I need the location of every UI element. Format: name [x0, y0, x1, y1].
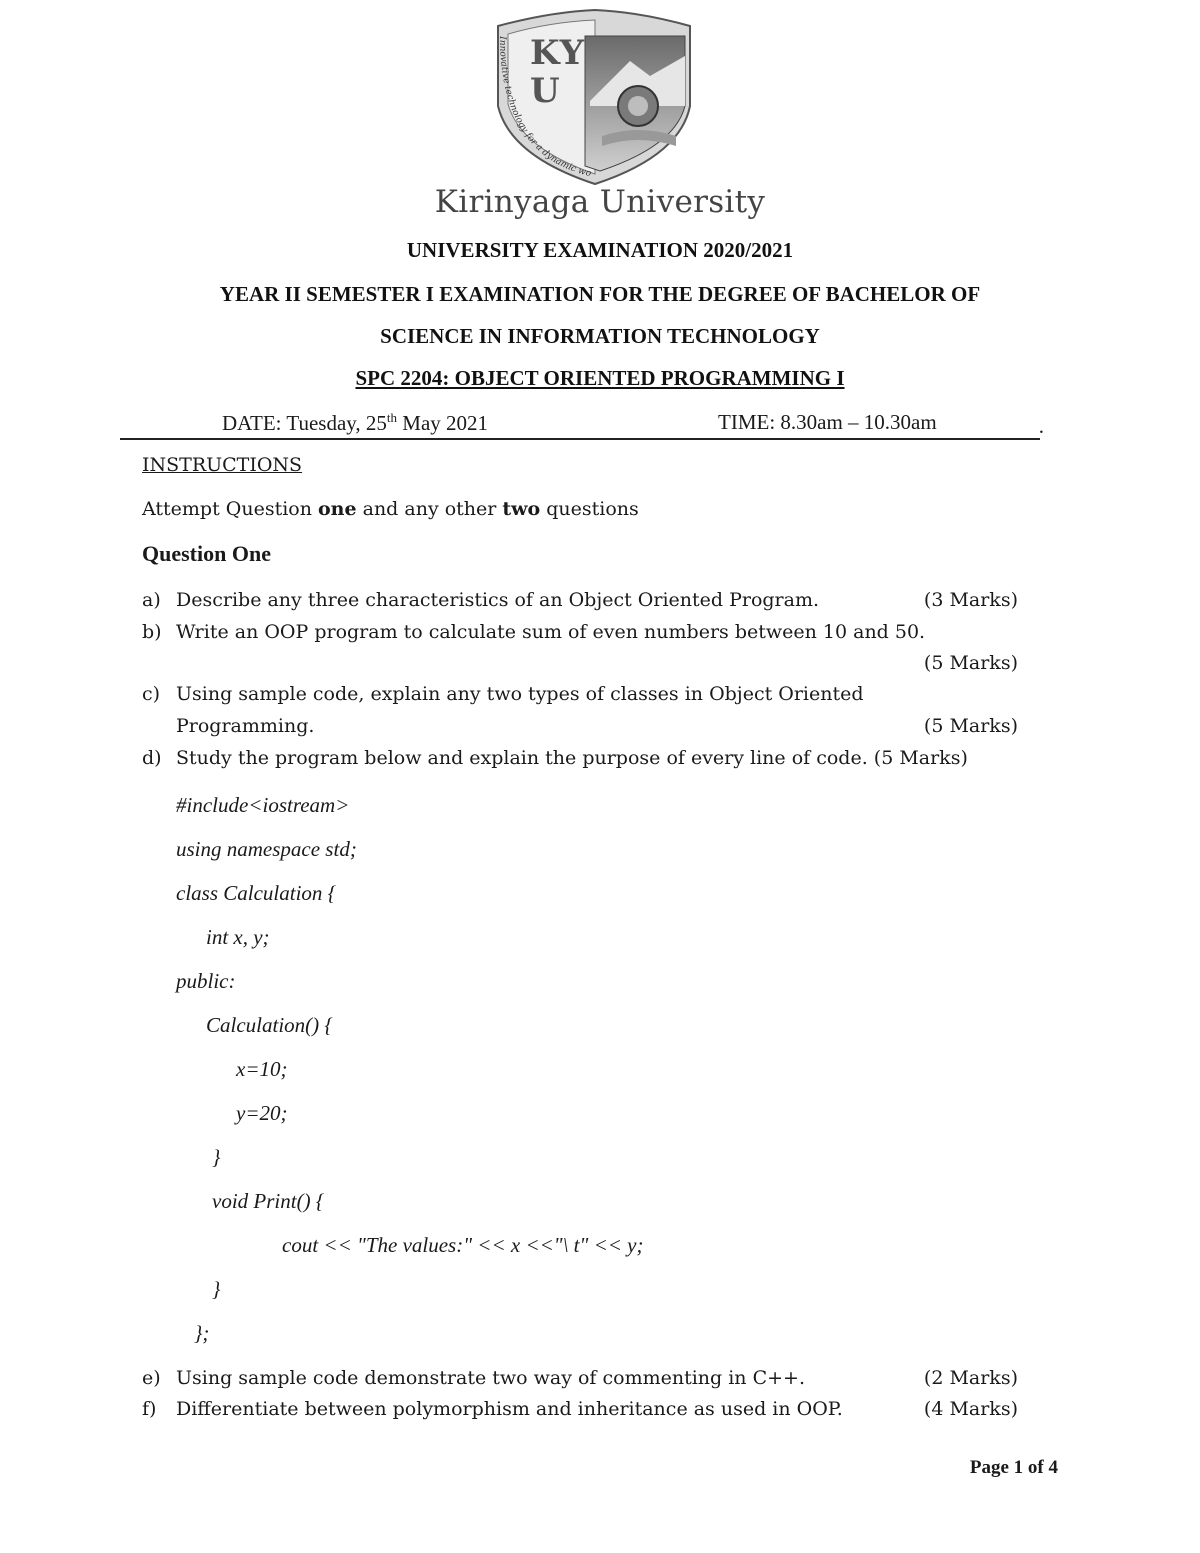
question-letter: b) [142, 621, 162, 643]
question-marks: (2 Marks) [923, 1367, 1018, 1389]
exam-title: UNIVERSITY EXAMINATION 2020/2021 [406, 238, 794, 262]
line-trail: . [1038, 414, 1044, 438]
code-line: using namespace std; [176, 837, 357, 861]
question-marks: (3 Marks) [923, 589, 1018, 611]
instructions-heading: INSTRUCTIONS [142, 454, 303, 476]
question-letter: d) [142, 747, 162, 769]
code-line: Calculation() { [206, 1013, 333, 1037]
code-line: y=20; [236, 1101, 288, 1125]
degree-line-2: SCIENCE IN INFORMATION TECHNOLOGY [380, 324, 820, 348]
question-letter: c) [142, 683, 161, 705]
exam-date: DATE: Tuesday, 25th May 2021 [222, 410, 489, 435]
degree-line-1: YEAR II SEMESTER I EXAMINATION FOR THE DEGREE OF BACHELOR OF [219, 282, 981, 306]
question-letter: e) [142, 1367, 161, 1389]
question-text: Write an OOP program to calculate sum of even numbers between 10 and 50. [176, 621, 926, 643]
question-one-title: Question One [142, 541, 271, 566]
code-line: x=10; [236, 1057, 288, 1081]
question-text: Differentiate between polymorphism and inheritance as used in OOP. [176, 1398, 843, 1420]
question-marks: (4 Marks) [923, 1398, 1018, 1420]
code-line: }; [194, 1321, 210, 1345]
university-logo [490, 6, 705, 186]
date-time-line [120, 410, 1044, 440]
question-text: Using sample code, explain any two types of classes in Object Oriented [176, 683, 864, 705]
code-line: int x, y; [206, 925, 270, 949]
code-line: cout << "The values:" << x <<"\ t" << y; [282, 1233, 644, 1257]
question-text: Study the program below and explain the purpose of every line of code. (5 Marks) [176, 747, 968, 769]
question-marks: (5 Marks) [923, 715, 1018, 737]
question-text-cont: Programming. [176, 715, 315, 737]
question-marks: (5 Marks) [923, 652, 1018, 674]
code-line: #include<iostream> [176, 793, 350, 817]
code-line: void Print() { [212, 1189, 325, 1213]
exam-time: TIME: 8.30am – 10.30am [718, 410, 937, 434]
question-letter: f) [142, 1398, 157, 1420]
question-text: Describe any three characteristics of an Object Oriented Program. [176, 589, 820, 611]
code-line: } [212, 1145, 221, 1169]
question-letter: a) [142, 589, 161, 611]
code-line: class Calculation { [176, 881, 337, 905]
page-number: Page 1 of 4 [969, 1457, 1058, 1478]
code-line: public: [176, 969, 236, 993]
code-line: } [212, 1277, 221, 1301]
logo-motto: Innovative technology for a dynamic wo [496, 36, 593, 180]
course-title: SPC 2204: OBJECT ORIENTED PROGRAMMING I [355, 366, 845, 390]
university-name: Kirinyaga University [434, 184, 766, 220]
logo-letters: KYU [530, 33, 585, 111]
question-text: Using sample code demonstrate two way of commenting in C++. [176, 1367, 806, 1389]
instructions-text: Attempt Question one and any other two questions [142, 498, 639, 520]
